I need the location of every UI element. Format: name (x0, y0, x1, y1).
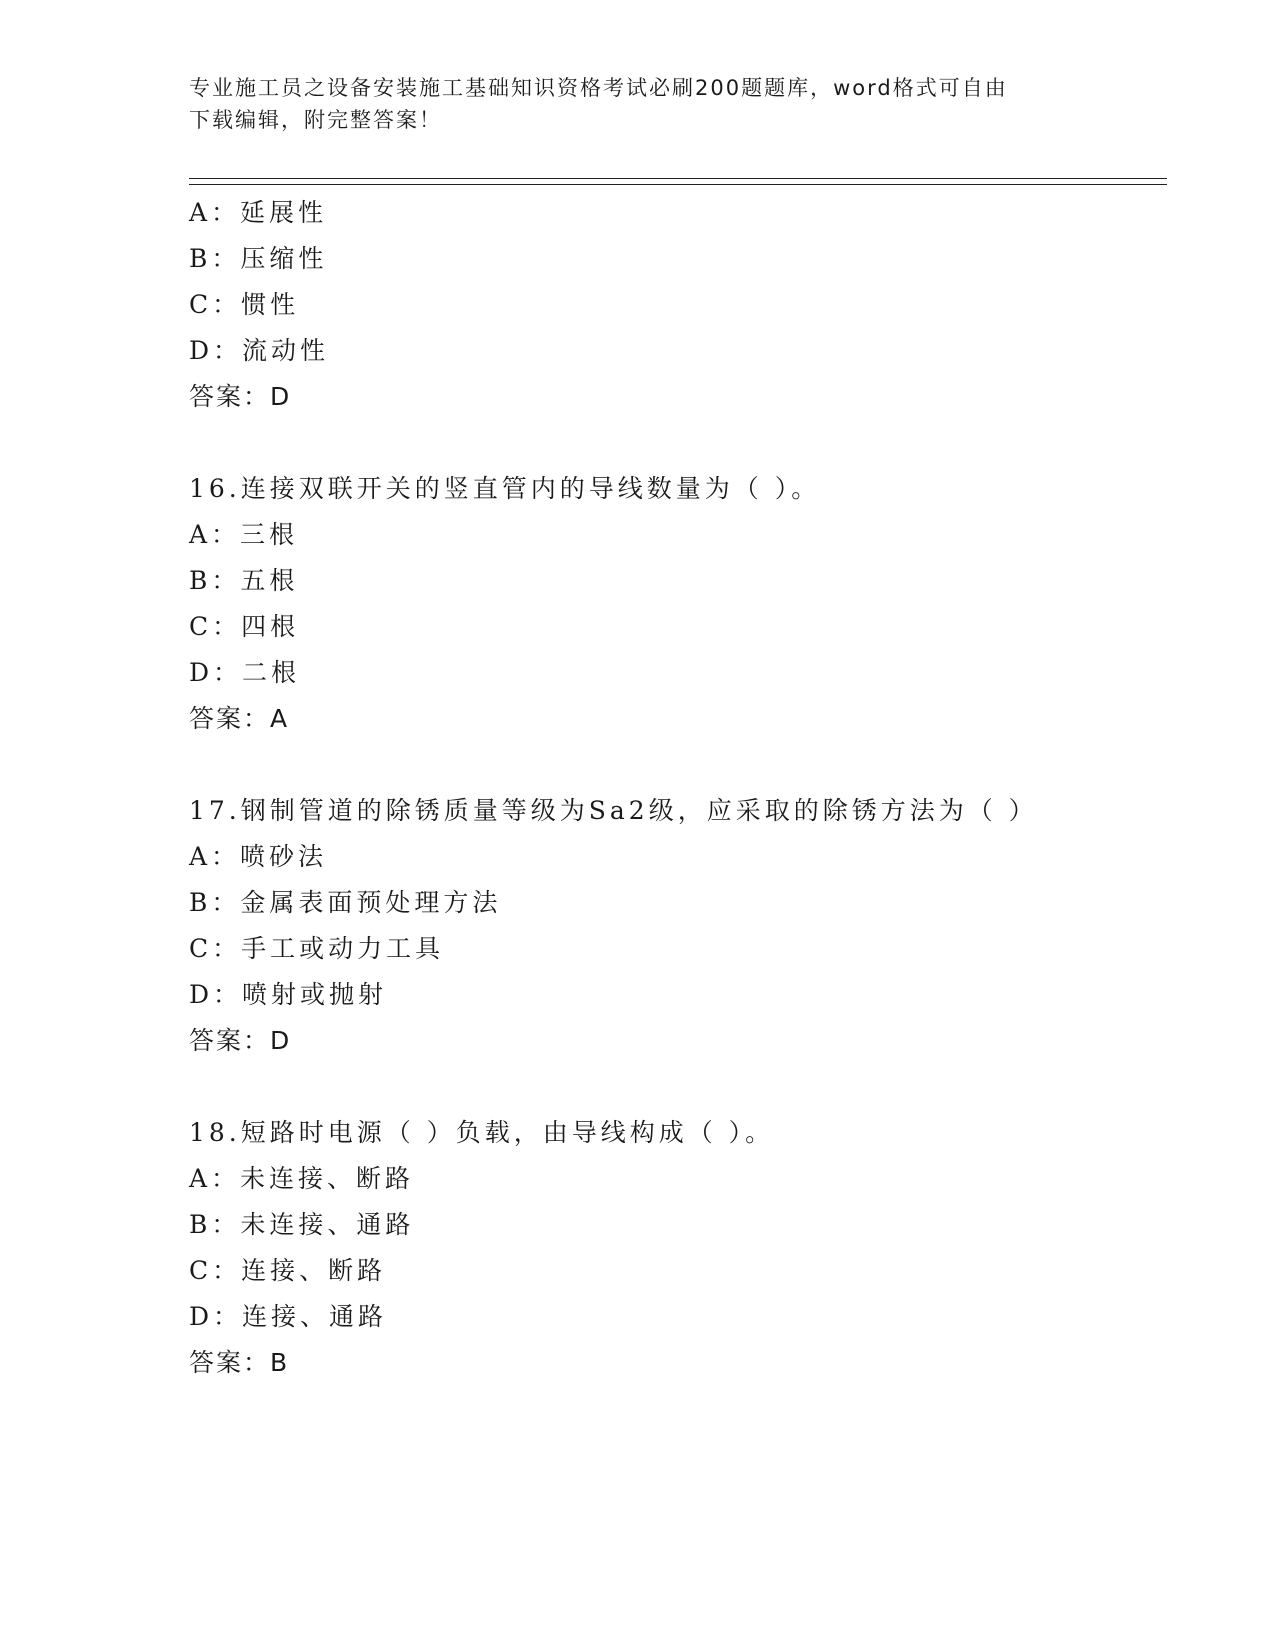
option-b: B：五根 (189, 566, 299, 595)
spacer (189, 1064, 1169, 1110)
answer: 答案：D (189, 1026, 292, 1055)
question-stem: 18.短路时电源（ ）负载，由导线构成（ ）。 (189, 1118, 775, 1147)
answer: 答案：A (189, 704, 290, 733)
option-d: D：喷射或抛射 (189, 980, 388, 1009)
option-a: A：三根 (189, 520, 299, 549)
question-list (189, 190, 1169, 1386)
option-c: C：连接、断路 (189, 1256, 387, 1285)
option-c: C：手工或动力工具 (189, 934, 445, 963)
option-b: B：未连接、通路 (189, 1210, 415, 1239)
option-d: D：连接、通路 (189, 1302, 388, 1331)
option-d: D：二根 (189, 658, 301, 687)
document-header (189, 72, 1079, 136)
option-b: B：压缩性 (189, 244, 328, 273)
option-c: C：惯性 (189, 290, 300, 319)
option-a: A：延展性 (189, 198, 328, 227)
header-divider-bottom (189, 184, 1167, 185)
spacer (189, 742, 1169, 788)
option-d: D：流动性 (189, 336, 330, 365)
question-stem: 16.连接双联开关的竖直管内的导线数量为（ ）。 (189, 474, 821, 503)
header-line-1: 专业施工员之设备安装施工基础知识资格考试必刷200题题库，word格式可自由 (189, 76, 1008, 100)
header-divider-top (189, 178, 1167, 179)
answer: 答案：B (189, 1348, 290, 1377)
option-b: B：金属表面预处理方法 (189, 888, 502, 917)
option-a: A：喷砂法 (189, 842, 328, 871)
header-line-2: 下载编辑，附完整答案！ (189, 108, 442, 132)
question-16 (189, 466, 1169, 742)
spacer (189, 420, 1169, 466)
option-c: C：四根 (189, 612, 300, 641)
answer: 答案：D (189, 382, 292, 411)
question-17 (189, 788, 1169, 1064)
option-a: A：未连接、断路 (189, 1164, 415, 1193)
question-15-continued (189, 190, 1169, 420)
question-18 (189, 1110, 1169, 1386)
question-stem: 17.钢制管道的除锈质量等级为Sa2级，应采取的除锈方法为（ ） (189, 796, 1038, 825)
